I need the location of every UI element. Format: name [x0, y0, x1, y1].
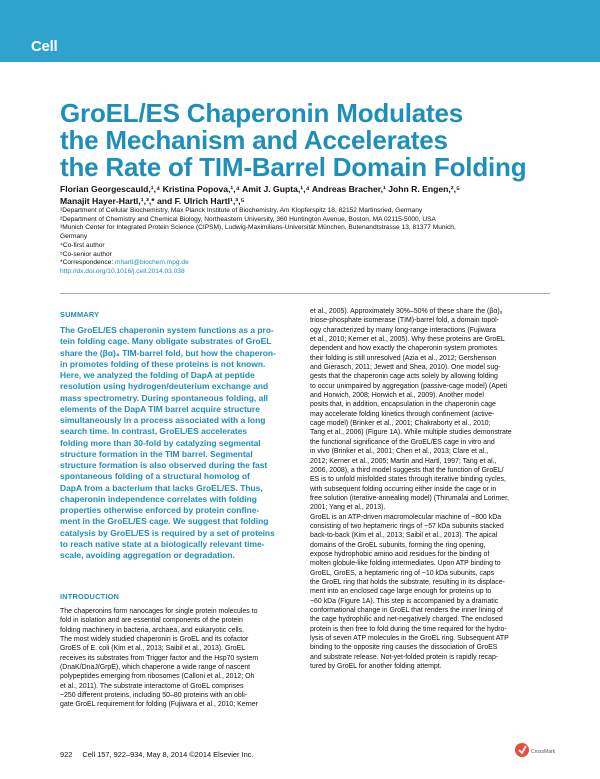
- summary-line: mass spectrometry. During spontaneous folding, all: [60, 392, 269, 403]
- affiliation-line: ⁵Co-senior author: [60, 250, 112, 258]
- title-line: the Rate of TIM-Barrel Domain Folding: [60, 152, 527, 182]
- body-line: molten globule-like folding intermediates. Upon ATP binding to: [310, 560, 501, 568]
- journal-logo: Cell: [31, 38, 58, 55]
- affiliations: [60, 207, 540, 277]
- body-line: triose-phosphate isomerase (TIM)-barrel fold, a domain topol-: [310, 317, 499, 325]
- summary-line: structure formation in the TIM barrel. Segmental: [60, 448, 253, 459]
- affiliation-line: ¹Department of Cellular Biochemistry, Max Planck Institute of Biochemistry, Am Klopferspitz 18, 82152 Martinsried, Germany: [60, 207, 423, 214]
- intro-line: ~250 different proteins, including 50–80 proteins with an obli-: [60, 692, 248, 700]
- correspondence-email-link[interactable]: mhartl@biochem.mpg.de: [114, 259, 189, 267]
- body-line: binding to the opposite ring causes the dissociation of GroES: [310, 644, 498, 652]
- summary-line: resolution using hydrogen/deuterium exchange and: [60, 381, 269, 392]
- intro-line: The chaperonins form nanocages for single protein molecules to: [60, 608, 258, 615]
- body-line: ogy characterized by many long-range interactions (Fujiwara: [310, 326, 496, 334]
- body-line: 2006, 2008), a third model suggests that the function of GroEL/: [310, 466, 504, 474]
- summary-line: spontaneous folding of a structural homolog of: [60, 471, 250, 482]
- journal-header-bar: [0, 0, 600, 62]
- article-title: [60, 100, 580, 181]
- author-line: Manajit Hayer-Hartl,¹,³,* and F. Ulrich Hartl¹,³,⁵: [60, 196, 245, 206]
- body-line: consisting of two heptameric rings of ~57 kDa subunits stacked: [310, 522, 504, 530]
- correspondence: [60, 259, 540, 268]
- intro-line: et al., 2011). The substrate interactome of GroEL comprises: [60, 682, 244, 690]
- summary-line: tein folding cage. Many obligate substrates of GroEL: [60, 336, 272, 347]
- body-line: and Horwich, 2008; Horwich et al., 2009). Another model: [310, 392, 484, 400]
- summary-line: in promotes folding of these proteins is not known.: [60, 358, 266, 369]
- body-line: with subsequent folding occurring either inside the cage or in: [310, 485, 497, 493]
- title-line: GroEL/ES Chaperonin Modulates: [60, 98, 464, 128]
- body-line: Tang et al., 2006) (Figure 1A). While multiple studies demonstrate: [310, 429, 512, 437]
- affiliation-line: ²Department of Chemistry and Chemical Biology, Northeastern University, 360 Huntington Avenue, Boston, MA 02115-5000, USA: [60, 215, 436, 223]
- body-line: back-to-back (Kim et al., 2013; Saibil et al., 2013). The apical: [310, 532, 498, 540]
- body-line: lysis of seven ATP molecules in the GroEL ring. Subsequent ATP: [310, 635, 509, 643]
- author-line: Florian Georgescauld,¹,⁴ Kristina Popova,¹,⁴ Amit J. Gupta,¹,⁴ Andreas Bracher,¹ John R. Engen,²,⁵: [60, 184, 461, 194]
- summary-line: chaperonin independence correlates with folding: [60, 493, 257, 504]
- body-line: and substrate release. Not-yet-folded protein is rapidly recap-: [310, 653, 499, 661]
- page-footer: [60, 750, 253, 759]
- body-line: the cage hydrophilic and net-negatively charged. The enclosed: [310, 616, 503, 624]
- summary-heading: SUMMARY: [60, 310, 100, 319]
- body-line: cage model) (Brinker et al., 2001; Chakraborty et al., 2010;: [310, 420, 491, 428]
- body-line: their folding is still unresolved (Azia et al., 2012; Gershenson: [310, 354, 497, 362]
- affiliation-line: ⁴Co-first author: [60, 241, 105, 249]
- body-line: 2001; Yang et al., 2013).: [310, 504, 386, 512]
- summary-line: elements of the DapA TIM barrel acquire structure: [60, 403, 260, 414]
- summary-line: ment in the GroEL/ES cage. We suggest that folding: [60, 516, 269, 527]
- intro-line: folding machinery in bacteria, archaea, and eukaryotic cells.: [60, 626, 244, 634]
- intro-line: fold in isolation and are essential components of the protein: [60, 617, 243, 625]
- body-line: expose hydrophobic amino acid residues for the binding of: [310, 550, 490, 558]
- body-line: posits that, in addition, encapsulation in the chaperonin cage: [310, 401, 496, 409]
- body-line: GroEL, GroES, a heptameric ring of ~10 kDa subunits, caps: [310, 569, 495, 577]
- body-line: conformational change in GroEL that renders the inner lining of: [310, 607, 503, 614]
- summary-line: Here, we analyzed the folding of DapA at peptide: [60, 370, 255, 380]
- page-number: 922: [60, 750, 73, 759]
- correspondence-label: *Correspondence:: [60, 259, 115, 267]
- body-line: the functional significance of the GroEL/ES cage in vitro and: [310, 438, 495, 446]
- body-line: and Gierasch, 2011; Jewett and Shea, 2010). One model sug-: [310, 364, 501, 372]
- summary-line: The GroEL/ES chaperonin system functions as a pro-: [60, 325, 274, 335]
- intro-line: The most widely studied chaperonin is GroEL and its cofactor: [60, 636, 249, 644]
- affiliation-line: Germany: [60, 233, 88, 241]
- body-line: free solution (iterative-annealing model) (Thirumalai and Lorimer,: [310, 494, 509, 502]
- intro-line: receives its substrates from Trigger factor and the Hsp70 system: [60, 654, 259, 662]
- body-line: in vivo (Brinker et al., 2001; Chen et al., 2013; Clare et al.,: [310, 448, 489, 456]
- affiliation-line: ³Munich Center for Integrated Protein Science (CIPSM), Ludwig-Maximilians-Universität München, Butenandtstrasse 13, 81377 Munich,: [60, 224, 456, 232]
- summary-text: [60, 325, 302, 561]
- summary-line: DapA from a bacterium that lacks GroEL/ES. Thus,: [60, 482, 263, 493]
- summary-line: simultaneously in a process associated with a long: [60, 415, 266, 425]
- body-line: ~60 kDa (Figure 1A). This step is accompanied by a dramatic: [310, 597, 499, 605]
- author-list: [60, 183, 580, 207]
- body-line: et al., 2010; Kerner et al., 2005). Why these proteins are GroEL: [310, 336, 505, 344]
- body-line: gests that the chaperonin cage acts solely by allowing folding: [310, 373, 498, 381]
- body-line: protein is then free to fold during the time required for the hydro-: [310, 625, 507, 633]
- body-line: may accelerate folding kinetics through confinement (active-: [310, 410, 495, 418]
- summary-line: catalysis by GroEL/ES is required by a set of proteins: [60, 527, 275, 538]
- introduction-heading: INTRODUCTION: [60, 592, 120, 601]
- summary-line: share the (βα)₈ TIM-barrel fold, but how the chaperon-: [60, 347, 276, 358]
- crossmark-label: CrossMark: [531, 749, 556, 755]
- body-line: ES is to unfold misfolded states through iterative binding cycles,: [310, 476, 506, 484]
- body-line: ment into an enclosed cage large enough for proteins up to: [310, 588, 492, 596]
- summary-line: search time. In contrast, GroEL/ES accelerates: [60, 426, 248, 437]
- summary-line: scale, avoiding aggregation or degradation.: [60, 550, 235, 560]
- body-line: 2012; Kerner et al., 2005; Martin and Hartl, 1997; Tang et al.,: [310, 457, 497, 465]
- crossmark-icon[interactable]: [514, 740, 556, 762]
- intro-line: polypeptides emerging from ribosomes (Calloni et al., 2012; Oh: [60, 673, 255, 681]
- body-line: to occur unimpaired by aggregation (passive-cage model) (Apeti: [310, 382, 508, 390]
- summary-line: structure formation is also observed during the fast: [60, 460, 268, 470]
- body-line: the GroEL ring that holds the substrate, resulting in its displace-: [310, 578, 505, 586]
- doi-link[interactable]: http://dx.doi.org/10.1016/j.cell.2014.03.038: [60, 267, 185, 275]
- summary-line: folding more than 30-fold by catalyzing segmental: [60, 437, 261, 448]
- body-line: domains of the GroEL subunits, forming the ring opening,: [310, 541, 486, 549]
- body-line: dependent and how exactly the chaperonin system promotes: [310, 345, 498, 353]
- summary-line: properties otherwise enforced by protein confine-: [60, 505, 260, 515]
- right-column-text: [310, 307, 555, 671]
- introduction-text: [60, 607, 305, 710]
- body-line: et al., 2005). Approximately 30%–50% of these share the (βα)₈: [310, 308, 503, 315]
- intro-line: (DnaK/DnaJ/GrpE), which chaperone a wide range of nascent: [60, 664, 251, 672]
- body-line: tured by GroEL for another folding attempt.: [310, 663, 442, 671]
- journal-citation: Cell 157, 922–934, May 8, 2014 ©2014 Elsevier Inc.: [82, 750, 254, 759]
- intro-line: gate GroEL requirement for folding (Fujiwara et al., 2010; Kerner: [60, 701, 258, 709]
- body-line: GroEL is an ATP-driven macromolecular machine of ~800 kDa: [310, 513, 502, 521]
- summary-line: to reach native state at a biologically relevant time-: [60, 538, 265, 549]
- intro-line: GroES of E. coli (Kim et al., 2013; Saibil et al., 2013). GroEL: [60, 645, 246, 653]
- title-line: the Mechanism and Accelerates: [60, 125, 448, 155]
- divider: [60, 293, 550, 294]
